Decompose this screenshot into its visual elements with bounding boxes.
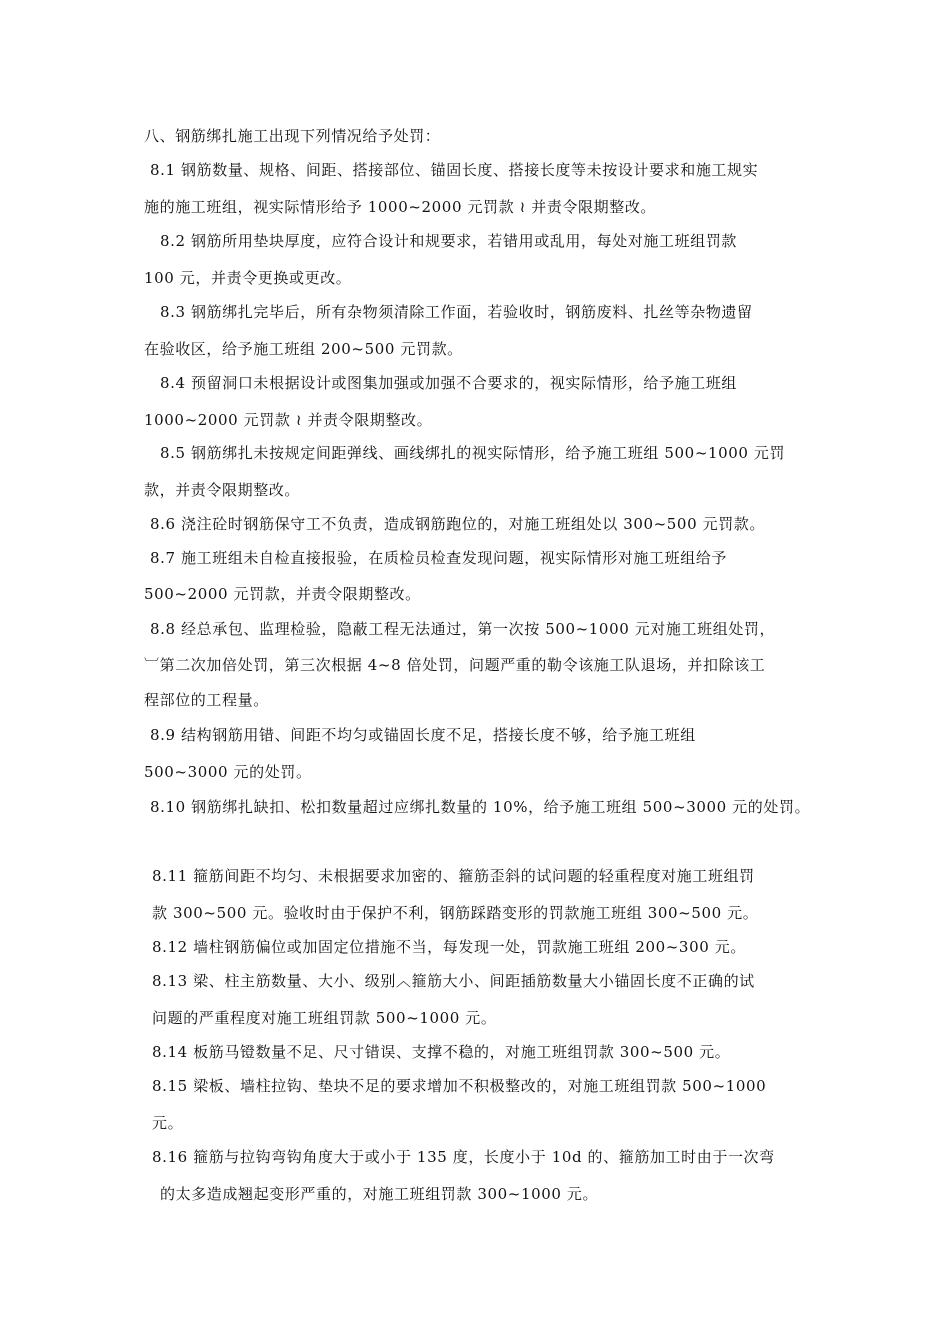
text-line: 8.15 梁板、墙柱拉钩、垫块不足的要求增加不积极整改的，对施工班组罚款 500~1000: [152, 1077, 767, 1095]
text-line: 8.3 钢筋绑扎完毕后，所有杂物须清除工作面，若验收时，钢筋废料、扎丝等杂物遗留: [160, 303, 753, 321]
text-line: 500~3000 元的处罚。: [144, 763, 312, 781]
text-line: 8.16 箍筋与拉钩弯钩角度大于或小于 135 度，长度小于 10d 的、箍筋加工时由于一次弯: [152, 1148, 775, 1166]
text-line: 程部位的工程量。: [144, 691, 269, 709]
text-line: ︺第二次加倍处罚，第三次根据 4~8 倍处罚，问题严重的勒令该施工队退场，并扣除该工: [144, 656, 766, 674]
text-line: 8.7 施工班组未自检直接报验，在质检员检查发现问题，视实际情形对施工班组给予: [150, 549, 728, 567]
text-line: 500~2000 元罚款，并责令限期整改。: [144, 585, 421, 603]
text-line: 的太多造成翘起变形严重的，对施工班组罚款 300~1000 元。: [160, 1185, 599, 1203]
text-line: 8.9 结构钢筋用错、间距不均匀或锚固长度不足，搭接长度不够，给予施工班组: [150, 726, 696, 744]
text-line: 8.11 箍筋间距不均匀、未根据要求加密的、箍筋歪斜的试问题的轻重程度对施工班组罚: [152, 867, 755, 885]
text-line: 1000~2000 元罚款 ≀ 并责令限期整改。: [144, 411, 433, 429]
text-line: 在验收区，给予施工班组 200~500 元罚款。: [144, 340, 463, 358]
text-line: 8.2 钢筋所用垫块厚度，应符合设计和规要求，若错用或乱用，每处对施工班组罚款: [160, 232, 738, 250]
text-line: 问题的严重程度对施工班组罚款 500~1000 元。: [152, 1009, 497, 1027]
text-line: 款 300~500 元。验收时由于保护不利，钢筋踩踏变形的罚款施工班组 300~500 元。: [152, 904, 759, 922]
text-line: 8.14 板筋马镫数量不足、尺寸错误、支撑不稳的，对施工班组罚款 300~500 元。: [152, 1043, 731, 1061]
text-line: 8.6 浇注砼时钢筋保守工不负责，造成钢筋跑位的，对施工班组处以 300~500 元罚款。: [150, 515, 765, 533]
text-line: 8.4 预留洞口未根据设计或图集加强或加强不合要求的，视实际情形，给予施工班组: [160, 374, 738, 392]
text-line: 施的施工班组，视实际情形给予 1000~2000 元罚款 ≀ 并责令限期整改。: [144, 198, 657, 216]
text-line: 100 元，并责令更换或更改。: [144, 269, 352, 287]
text-line: 8.10 钢筋绑扎缺扣、松扣数量超过应绑扎数量的 10%，给予施工班组 500~3000 元的处罚。: [150, 798, 811, 816]
text-line: 款，并责令限期整改。: [144, 481, 301, 499]
text-line: 8.1 钢筋数量、规格、间距、搭接部位、锚固长度、搭接长度等未按设计要求和施工规实: [150, 161, 759, 179]
text-line: 8.12 墙柱钢筋偏位或加固定位措施不当，每发现一处，罚款施工班组 200~300 元。: [152, 938, 746, 956]
text-line: 8.5 钢筋绑扎未按规定间距弹线、画线绑扎的视实际情形，给予施工班组 500~1000 元罚: [160, 444, 786, 462]
section-heading: 八、钢筋绑扎施工出现下列情况给予处罚：: [144, 127, 441, 145]
text-line: 8.8 经总承包、监理检验，隐蔽工程无法通过，第一次按 500~1000 元对施工班组处罚，: [150, 620, 776, 638]
text-line: 8.13 梁、柱主筋数量、大小、级别︿箍筋大小、间距插筋数量大小锚固长度不正确的试: [152, 972, 755, 990]
text-line: 元。: [152, 1114, 184, 1132]
